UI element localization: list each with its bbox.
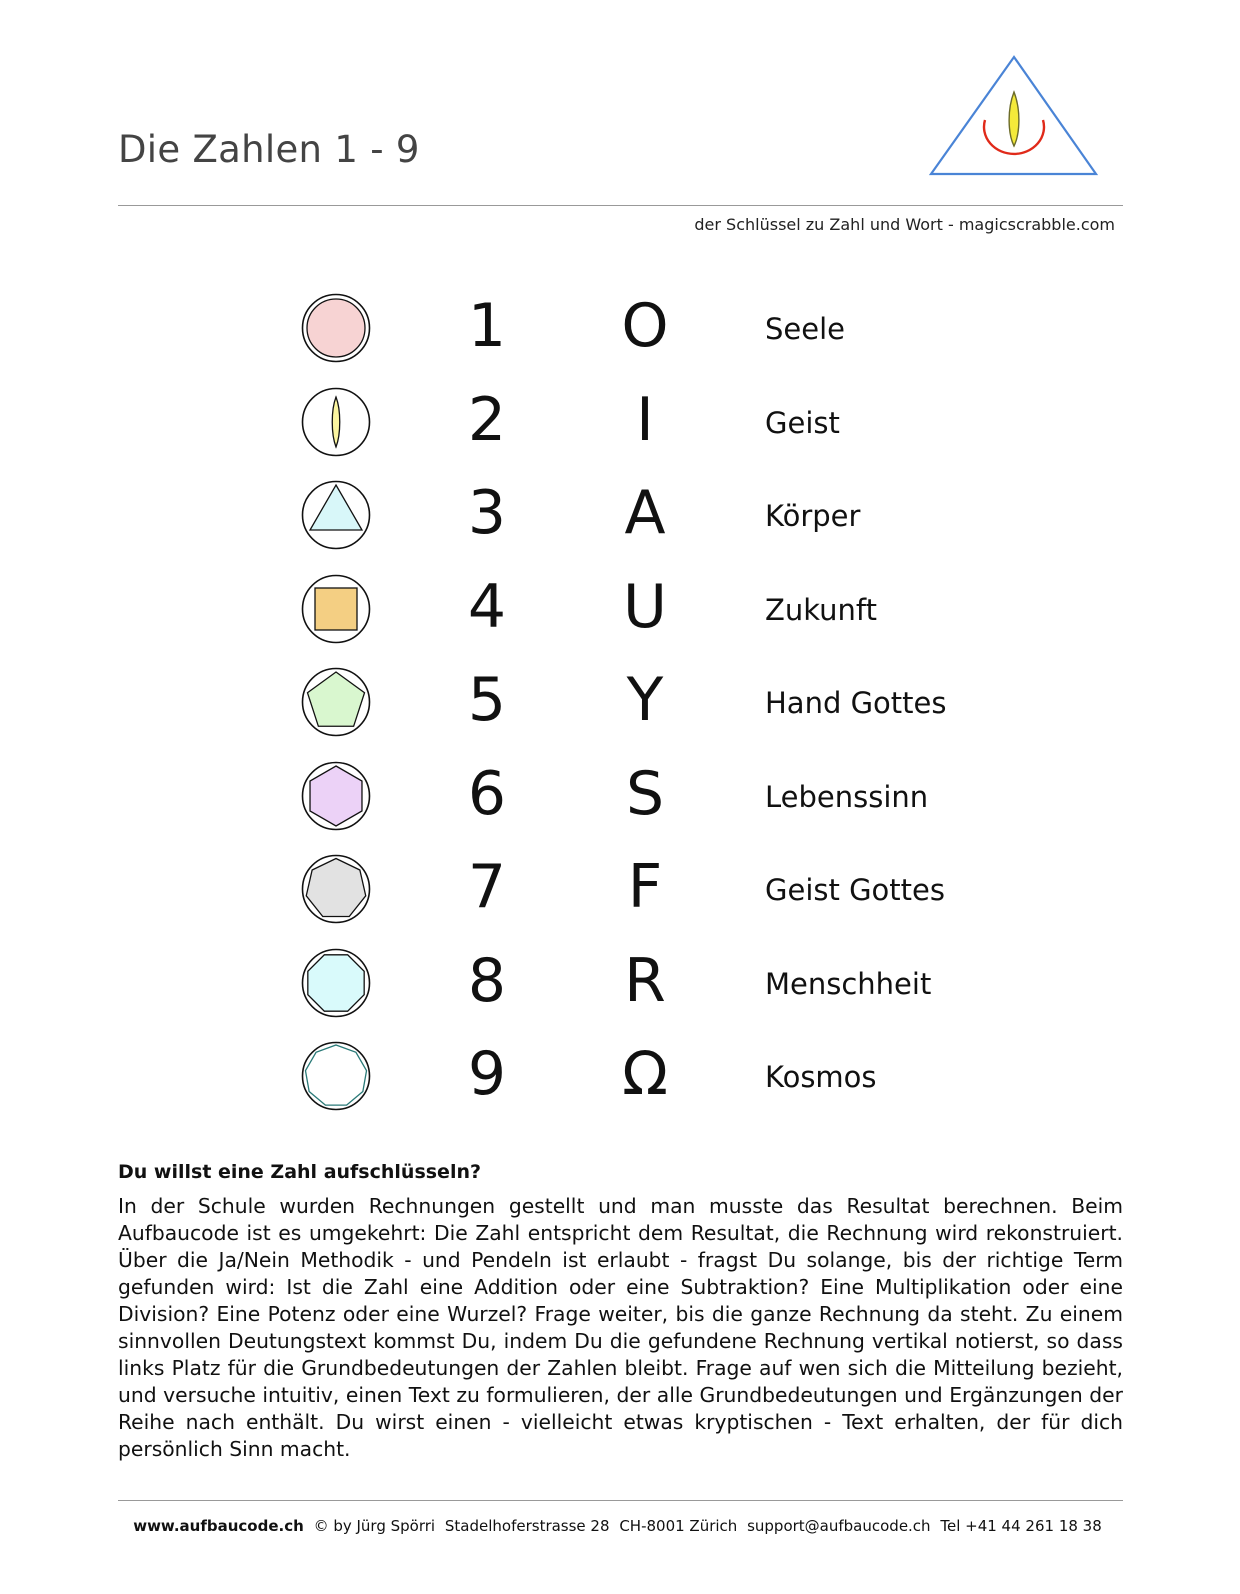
aufbaucode-logo-icon [925, 52, 1103, 180]
flame-symbol-icon [300, 386, 372, 458]
digit: 1 [467, 291, 507, 361]
footer-copyright: © by Jürg Spörri [313, 1517, 436, 1535]
circle-shape [307, 299, 365, 357]
triangle-symbol-icon [300, 479, 372, 551]
number-row-3 [0, 477, 1240, 571]
number-row-5 [0, 664, 1240, 758]
number-row-1 [0, 290, 1240, 384]
section-heading: Du willst eine Zahl aufschlüsseln? [118, 1161, 482, 1183]
letter: Ω [622, 1039, 668, 1109]
page-subtitle: der Schlüssel zu Zahl und Wort - magicscrabble.com [694, 215, 1115, 234]
circle-symbol-icon [300, 292, 372, 364]
letter: R [624, 945, 666, 1016]
meaning: Kosmos [765, 1060, 877, 1094]
digit: 2 [467, 384, 507, 455]
digit: 8 [467, 945, 507, 1016]
letter: U [623, 571, 667, 642]
letter: I [636, 384, 654, 455]
hexagon-symbol-icon [300, 760, 372, 832]
footer [0, 1517, 1240, 1535]
page-title: Die Zahlen 1 - 9 [118, 128, 420, 171]
header-divider [118, 205, 1123, 206]
number-row-7 [0, 851, 1240, 945]
footer-email-link[interactable]: support@aufbaucode.ch [747, 1517, 931, 1535]
meaning: Lebenssinn [765, 779, 929, 814]
body-paragraph: In der Schule wurden Rechnungen gestellt und man musste das Resultat berechnen. Beim Aufbaucode ist es umgekehrt: Die Zahl entspricht dem Resultat, die Rechnung wird rekonstruiert. Über die Ja/Nein Methodik - und Pendeln ist erlaubt - fragst Du solange, bis der richtige Term gefunden wird: Ist die Zahl eine Addition oder eine Subtraktion? Eine Multiplikation oder eine Division? Eine Potenz oder eine Wurzel? Frage weiter, bis die ganze Rechnung da steht. Zu einem sinnvollen Deutungstext kommst Du, indem Du die gefundene Rechnung vertikal notierst, so dass links Platz für die Grundbedeutungen der Zahlen bleibt. Frage auf wen sich die Mitteilung bezieht, und versuche intuitiv, einen Text zu formulieren, der alle Grundbedeutungen und Ergänzungen der Reihe nach enthält. Du wirst einen - vielleicht etwas kryptischen - Text erhalten, der für dich persönlich Sinn macht. [118, 1194, 1123, 1461]
meaning: Geist Gottes [765, 873, 945, 907]
number-row-8 [0, 945, 1240, 1039]
meaning: Körper [765, 499, 861, 533]
nonagon-symbol-icon [300, 1040, 372, 1112]
letter: Y [626, 665, 664, 735]
square-symbol-icon [300, 573, 372, 645]
number-row-2 [0, 384, 1240, 478]
octagon-shape [308, 954, 364, 1010]
heptagon-symbol-icon [300, 853, 372, 925]
letter: A [624, 478, 666, 548]
number-row-9 [0, 1038, 1240, 1132]
digit: 9 [467, 1039, 507, 1109]
meaning: Zukunft [765, 592, 877, 627]
square-shape [315, 588, 357, 630]
nonagon-shape [305, 1045, 366, 1105]
flame-shape [332, 397, 340, 447]
logo-flame [1009, 92, 1019, 146]
footer-website-link[interactable]: www.aufbaucode.ch [133, 1517, 304, 1535]
numbers-table [0, 290, 1240, 1132]
meaning: Seele [765, 312, 845, 346]
footer-address: Stadelhoferstrasse 28 [444, 1517, 610, 1535]
pentagon-symbol-icon [300, 666, 372, 738]
meaning: Menschheit [765, 966, 932, 1001]
digit: 7 [467, 852, 507, 922]
digit: 6 [467, 758, 507, 829]
octagon-symbol-icon [300, 947, 372, 1019]
number-row-4 [0, 571, 1240, 665]
footer-divider [118, 1500, 1123, 1501]
meaning: Geist [765, 405, 840, 440]
digit: 4 [467, 571, 507, 642]
meaning: Hand Gottes [765, 686, 947, 720]
footer-city: CH-8001 Zürich [619, 1517, 738, 1535]
letter: S [625, 758, 665, 829]
letter: O [621, 291, 669, 361]
digit: 5 [467, 665, 507, 735]
letter: F [627, 852, 663, 922]
footer-phone: Tel +41 44 261 18 38 [940, 1517, 1102, 1535]
digit: 3 [467, 478, 507, 548]
number-row-6 [0, 758, 1240, 852]
